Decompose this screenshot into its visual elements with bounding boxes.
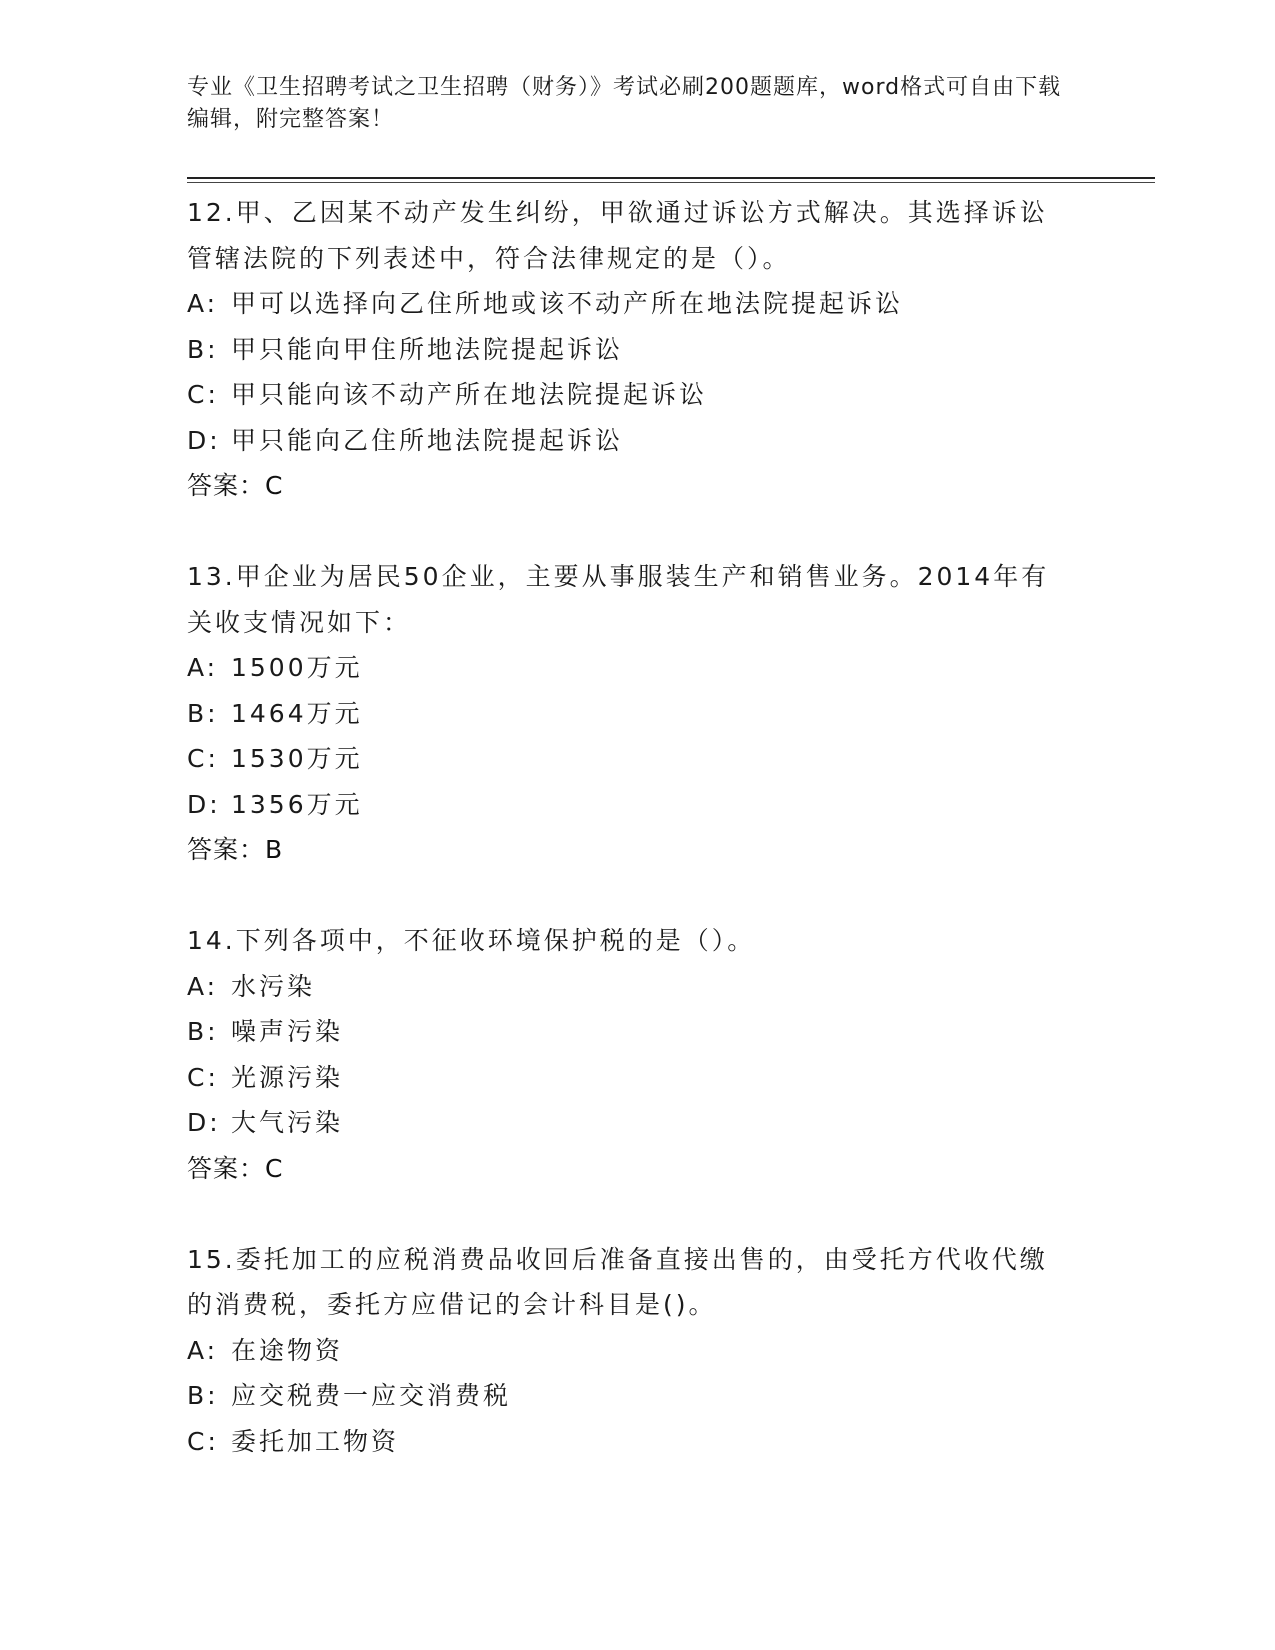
option-key: B: <box>187 1017 219 1046</box>
option-key: D: <box>187 789 221 819</box>
option-b <box>187 1009 1087 1055</box>
question-spacer <box>187 1191 1087 1237</box>
option-d <box>187 782 1087 828</box>
question-stem: 12.甲、乙因某不动产发生纠纷，甲欲通过诉讼方式解决。其选择诉讼管辖法院的下列表述中，符合法律规定的是（）。 <box>187 198 1048 273</box>
option-text: 在途物资 <box>231 1335 344 1365</box>
option-text: 甲只能向乙住所地法院提起诉讼 <box>231 425 624 455</box>
option-a <box>187 281 1087 327</box>
option-key: D: <box>187 425 221 455</box>
option-text: 甲只能向甲住所地法院提起诉讼 <box>231 334 624 364</box>
option-c <box>187 736 1087 782</box>
question-13 <box>187 554 1087 873</box>
option-text: 委托加工物资 <box>231 1426 400 1456</box>
option-text: 1356万元 <box>231 789 363 819</box>
option-text: 1530万元 <box>231 744 363 773</box>
question-stem: 13.甲企业为居民50企业，主要从事服装生产和销售业务。2014年有关收支情况如下： <box>187 562 1050 637</box>
option-text: 甲可以选择向乙住所地或该不动产所在地法院提起诉讼 <box>231 289 904 318</box>
answer-line: 答案：C <box>187 1153 284 1183</box>
question-14 <box>187 918 1087 1191</box>
question-stem: 14.下列各项中，不征收环境保护税的是（）。 <box>187 926 756 955</box>
option-key: A: <box>187 971 219 1001</box>
option-b <box>187 327 1087 373</box>
question-spacer <box>187 873 1087 919</box>
option-text: 大气污染 <box>231 1108 344 1137</box>
option-key: B: <box>187 698 219 728</box>
option-key: A: <box>187 289 219 318</box>
option-text: 1500万元 <box>231 653 363 682</box>
option-text: 应交税费一应交消费税 <box>231 1381 512 1410</box>
option-key: A: <box>187 1335 219 1365</box>
answer-line: 答案：C <box>187 471 284 500</box>
question-stem: 15.委托加工的应税消费品收回后准备直接出售的，由受托方代收代缴的消费税，委托方应借记的会计科目是()。 <box>187 1244 1048 1319</box>
option-a <box>187 964 1087 1010</box>
option-text: 甲只能向该不动产所在地法院提起诉讼 <box>231 380 708 409</box>
option-text: 水污染 <box>231 971 316 1001</box>
header-divider-thick <box>187 177 1155 179</box>
option-key: D: <box>187 1108 221 1137</box>
question-list <box>187 190 1087 1464</box>
question-12 <box>187 190 1087 509</box>
option-key: B: <box>187 334 219 364</box>
option-key: A: <box>187 653 219 682</box>
option-key: B: <box>187 1381 219 1410</box>
option-d <box>187 1100 1087 1146</box>
option-key: C: <box>187 744 219 773</box>
option-d <box>187 418 1087 464</box>
option-b <box>187 1373 1087 1419</box>
option-c <box>187 372 1087 418</box>
answer-line: 答案：B <box>187 835 284 864</box>
option-key: C: <box>187 1062 219 1092</box>
header-divider-thin <box>187 182 1155 183</box>
option-text: 光源污染 <box>231 1062 344 1092</box>
option-b <box>187 691 1087 737</box>
option-a <box>187 1328 1087 1374</box>
question-15 <box>187 1237 1087 1465</box>
option-key: C: <box>187 380 219 409</box>
option-a <box>187 645 1087 691</box>
option-key: C: <box>187 1426 219 1456</box>
option-text: 噪声污染 <box>231 1017 344 1046</box>
option-c <box>187 1055 1087 1101</box>
option-c <box>187 1419 1087 1465</box>
option-text: 1464万元 <box>231 698 363 728</box>
question-spacer <box>187 509 1087 555</box>
document-header: 专业《卫生招聘考试之卫生招聘（财务）》考试必刷200题题库，word格式可自由下载编辑，附完整答案！ <box>187 75 1062 132</box>
